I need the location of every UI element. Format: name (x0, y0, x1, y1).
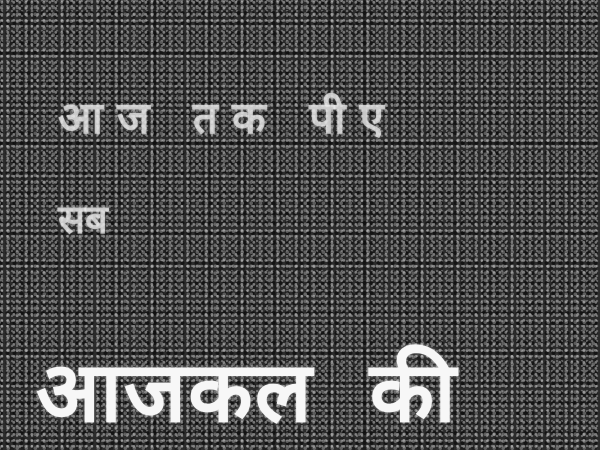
painted-word-2: की (369, 343, 458, 441)
painted-word-1: आजकल (36, 343, 314, 441)
faded-painted-text-line-2: सब (58, 197, 108, 243)
faded-painted-text-line-1: आज तक पीए (58, 93, 398, 144)
painted-road-text (36, 343, 458, 441)
